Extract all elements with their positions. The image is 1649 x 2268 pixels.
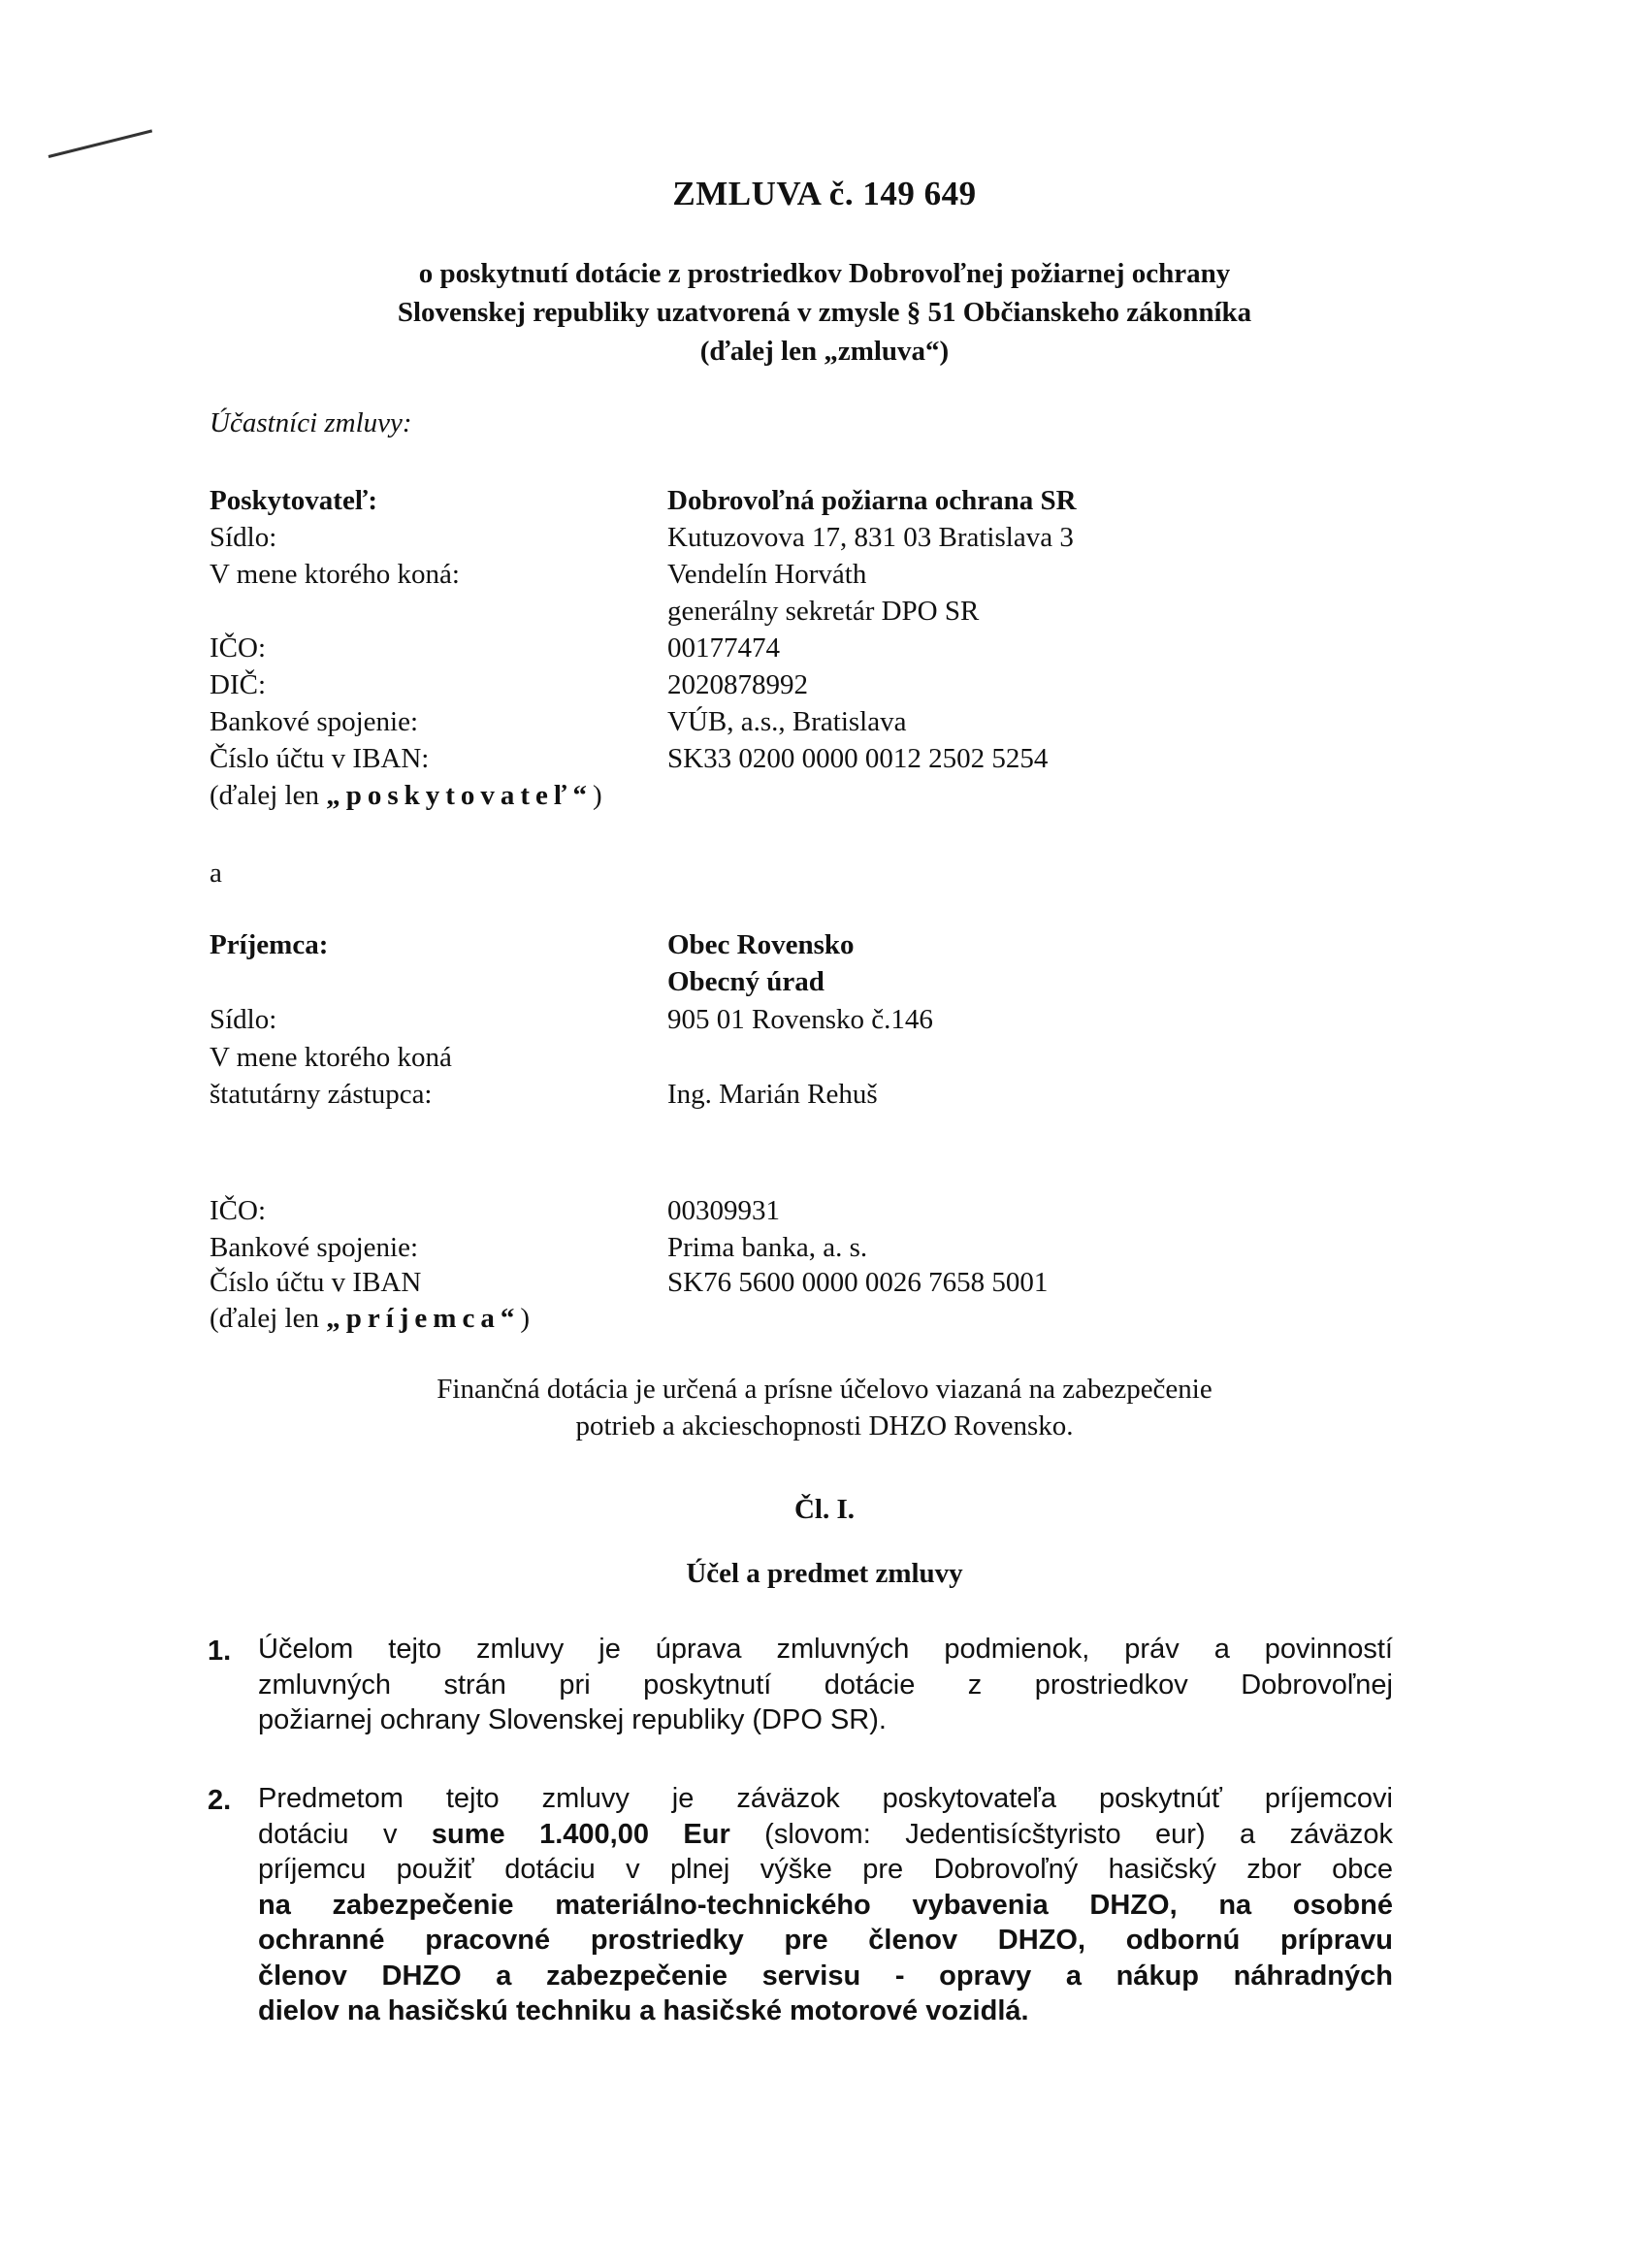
recipient-seat: 905 01 Rovensko č.146 [667,1004,933,1035]
provider-bank: VÚB, a.s., Bratislava [667,706,907,737]
provider-acting-title: generálny sekretár DPO SR [667,596,980,627]
provider-iban: SK33 0200 0000 0012 2502 5254 [667,743,1049,774]
subtitle-line-2: Slovenskej republiky uzatvorená v zmysle § 51 Občianskeho zákonníka [397,297,1252,328]
subtitle-line-3: (ďalej len „zmluva“) [699,336,950,367]
clause-2-line-3: príjemcu použiť dotáciu v plnej výške pre Dobrovoľný hasičský zbor obce [258,1854,1393,1885]
recipient-acting-label-line2: štatutárny zástupca: [210,1079,433,1110]
clause-1-line-3: požiarnej ochrany Slovenskej republiky (DPO SR). [258,1704,887,1735]
provider-ref-prefix: (ďalej len [210,780,327,811]
provider-ico-label: IČO: [210,632,266,664]
recipient-ico: 00309931 [667,1195,780,1226]
provider-acting-label: V mene ktorého koná: [210,559,460,590]
recipient-name-line2: Obecný úrad [667,966,824,997]
recipient-name-line1: Obec Rovensko [667,929,855,960]
recipient-acting-label-line1: V mene ktorého koná [210,1042,452,1073]
recipient-ico-label: IČO: [210,1195,266,1226]
provider-name: Dobrovoľná požiarna ochrana SR [667,485,1077,516]
article-heading: Účel a predmet zmluvy [686,1558,963,1589]
recipient-acting-name: Ing. Marián Rehuš [667,1079,878,1110]
provider-ico: 00177474 [667,632,780,664]
provider-iban-label: Číslo účtu v IBAN: [210,743,430,774]
scan-pen-mark [48,129,152,158]
recipient-role-label: Príjemca: [210,929,329,960]
clause-2-line-1: Predmetom tejto zmluvy je záväzok poskytovateľa poskytnúť príjemcovi [258,1783,1393,1814]
clause-2-line-2-a: dotáciu v [258,1818,432,1850]
conjunction: a [210,858,222,889]
recipient-iban-label: Číslo účtu v IBAN [210,1267,422,1298]
recipient-bank-label: Bankové spojenie: [210,1232,419,1263]
clause-2-number: 2. [208,1785,232,1816]
clause-2-bold-line-1: na zabezpečenie materiálno-technického vybavenia DHZO, na osobné [258,1889,1393,1921]
recipient-ref-prefix: (ďalej len [210,1303,327,1334]
provider-seat: Kutuzovova 17, 831 03 Bratislava 3 [667,522,1074,553]
clause-2-line-2 [258,1817,1393,1853]
article-number: Čl. I. [793,1494,856,1525]
recipient-iban: SK76 5600 0000 0026 7658 5001 [667,1267,1049,1298]
clause-1-line-1: Účelom tejto zmluvy je úprava zmluvných podmienok, práv a povinností [258,1634,1393,1665]
provider-ref-word: „poskytovateľ“ [326,780,594,811]
clause-1-text [258,1632,1393,1738]
recipient-ref-suffix: ) [520,1303,530,1334]
provider-reference [210,780,602,812]
clause-1-number: 1. [208,1636,232,1667]
clause-1-line-2: zmluvných strán pri poskytnutí dotácie z prostriedkov Dobrovoľnej [258,1669,1393,1701]
clause-2-line-2-b: (slovom: Jedentisícštyristo eur) a záväzok [729,1818,1393,1850]
provider-role-label: Poskytovateľ: [210,485,378,516]
parties-label: Účastníci zmluvy: [210,407,412,438]
recipient-ref-word: „príjemca“ [326,1303,521,1334]
provider-ref-suffix: ) [593,780,602,811]
provider-seat-label: Sídlo: [210,522,277,553]
clause-2-amount: sume 1.400,00 Eur [431,1818,730,1850]
clause-2-bold-line-2: ochranné pracovné prostriedky pre členov DHZO, odbornú prípravu [258,1925,1393,1956]
provider-acting-name: Vendelín Horváth [667,559,867,590]
recipient-reference [210,1303,530,1335]
recipient-seat-label: Sídlo: [210,1004,277,1035]
provider-bank-label: Bankové spojenie: [210,706,419,737]
clause-2-text [258,1781,1393,2029]
purpose-line-2: potrieb a akcieschopnosti DHZO Rovensko. [575,1410,1074,1442]
provider-dic: 2020878992 [667,669,808,700]
subtitle-line-1: o poskytnutí dotácie z prostriedkov Dobrovoľnej požiarnej ochrany [418,258,1231,289]
purpose-line-1: Finančná dotácia je určená a prísne účelovo viazaná na zabezpečenie [436,1374,1212,1405]
recipient-bank: Prima banka, a. s. [667,1232,868,1263]
contract-title: ZMLUVA č. 149 649 [672,175,977,212]
clause-2-bold-line-3: členov DHZO a zabezpečenie servisu - opravy a nákup náhradných [258,1960,1393,1992]
clause-2-bold-line-4: dielov na hasičskú techniku a hasičské motorové vozidlá. [258,1995,1029,2026]
provider-dic-label: DIČ: [210,669,266,700]
